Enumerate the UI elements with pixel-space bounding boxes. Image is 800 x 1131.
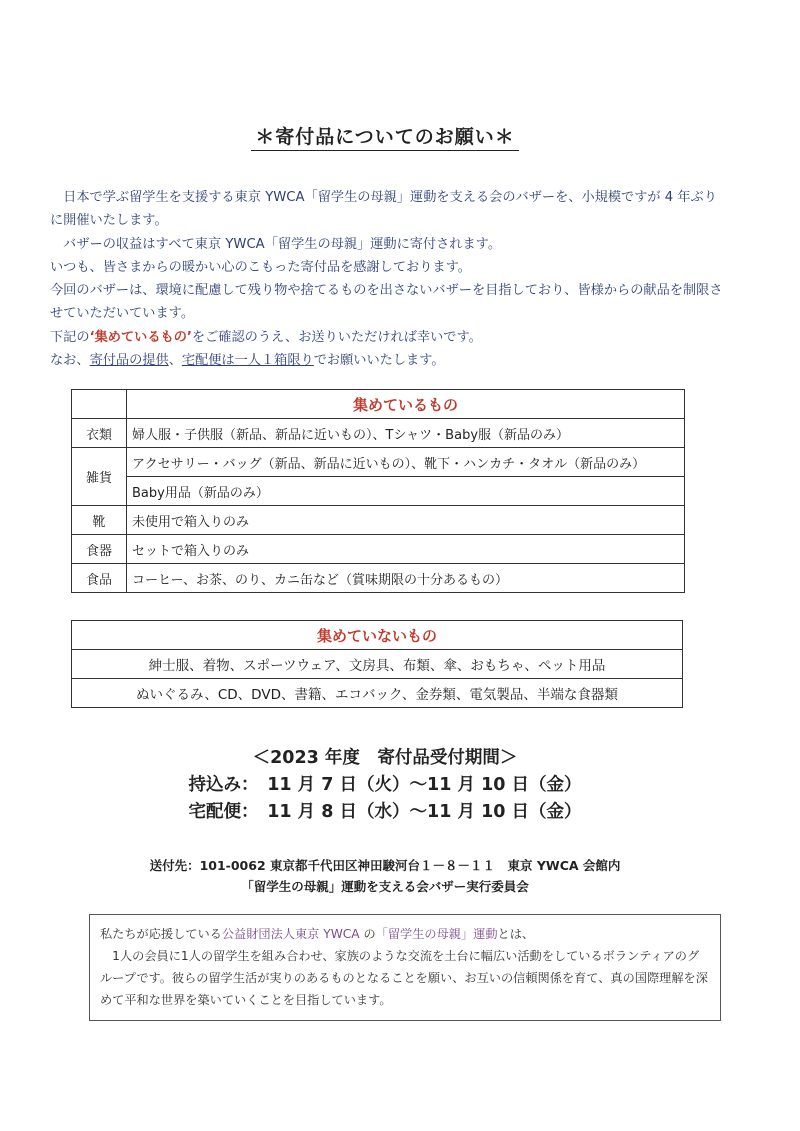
item-cell: コーヒー、お茶、のり、カニ缶など（賞味期限の十分あるもの） (127, 564, 685, 593)
period-heading: ＜2023 年度 寄付品受付期間＞ (252, 748, 518, 768)
intro-paragraph: バザーの収益はすべて東京 YWCA「留学生の母親」運動に寄付されます。 (50, 236, 502, 252)
category-cell: 雑貨 (72, 448, 127, 506)
item-cell: アクセサリー・バッグ（新品、新品に近いもの）、靴下・ハンカチ・タオル（新品のみ） (127, 448, 685, 477)
category-cell: 靴 (72, 506, 127, 535)
category-cell: 食器 (72, 535, 127, 564)
category-cell: 衣類 (72, 419, 127, 448)
intro-paragraph: 今回のバザーは、環境に配慮して残り物や捨てるものを出さないバザーを目指しており、皆様からの献品を制限させていただいています。 (50, 283, 723, 322)
not-collecting-header: 集めていないもの (72, 621, 683, 650)
collecting-header: 集めているもの (127, 390, 685, 419)
item-cell: 未使用で箱入りのみ (127, 506, 685, 535)
shipping-address (0, 855, 770, 897)
intro-text (50, 186, 730, 372)
delivery-dates: 宅配便： 11 月 8 日（水）～11 月 10 日（金） (188, 802, 582, 822)
address-line: 送付先：101-0062 東京都千代田区神田駿河台１－８－１１ 東京 YWCA 会館内 (149, 858, 621, 873)
about-box (89, 914, 721, 1021)
collecting-table (71, 389, 685, 593)
about-intro: 私たちが応援している公益財団法人東京 YWCA の「留学生の母親」運動とは、 (100, 927, 535, 941)
table-row (72, 679, 683, 708)
table-row (72, 448, 685, 477)
underlined-note: 寄付品の提供 (89, 353, 169, 369)
table-row (72, 650, 683, 679)
item-cell: ぬいぐるみ、CD、DVD、書籍、エコバック、金券類、電気製品、半端な食器類 (72, 679, 683, 708)
table-row (72, 535, 685, 564)
intro-paragraph: なお、寄付品の提供、宅配便は一人１箱限りでお願いいたします。 (50, 353, 445, 369)
about-body: 1人の会員に1人の留学生を組み合わせ、家族のような交流を土台に幅広い活動をしているボランティアのグループです。彼らの留学生活が実りのあるものとなることを願い、お互いの信頼関係を育て、真の国際理解を深めて平和な世界を築いていくことを目指しています。 (100, 949, 708, 1007)
committee-name: 「留学生の母親」運動を支える会バザー実行委員会 (241, 879, 529, 894)
carry-in-dates: 持込み： 11 月 7 日（火）～11 月 10 日（金） (188, 775, 582, 795)
intro-paragraph: 日本で学ぶ留学生を支援する東京 YWCA「留学生の母親」運動を支える会のバザーを、小規模ですが 4 年ぶりに開催いたします。 (50, 190, 717, 229)
table-row (72, 564, 685, 593)
item-cell: 婦人服・子供服（新品、新品に近いもの）、Tシャツ・Baby服（新品のみ） (127, 419, 685, 448)
not-collecting-table (71, 620, 683, 708)
movement-name: 「留学生の母親」運動 (375, 927, 498, 941)
item-cell: セットで箱入りのみ (127, 535, 685, 564)
collecting-highlight: ‘集めているもの’ (89, 329, 192, 345)
reception-period (0, 745, 770, 826)
intro-paragraph: いつも、皆さまからの暖かい心のこもった寄付品を感謝しております。 (50, 259, 471, 275)
table-corner (72, 390, 127, 419)
table-row (72, 419, 685, 448)
table-row (72, 506, 685, 535)
org-name: 公益財団法人東京 YWCA (221, 927, 360, 941)
item-cell: Baby用品（新品のみ） (127, 477, 685, 506)
category-cell: 食品 (72, 564, 127, 593)
page-title: ＊寄付品についてのお願い＊ (0, 122, 770, 149)
item-cell: 紳士服、着物、スポーツウェア、文房具、布類、傘、おもちゃ、ペット用品 (72, 650, 683, 679)
intro-paragraph: 下記の‘集めているもの’をご確認のうえ、お送りいただければ幸いです。 (50, 329, 482, 345)
table-row (72, 477, 685, 506)
underlined-note: 宅配便は一人１箱限り (181, 353, 314, 369)
